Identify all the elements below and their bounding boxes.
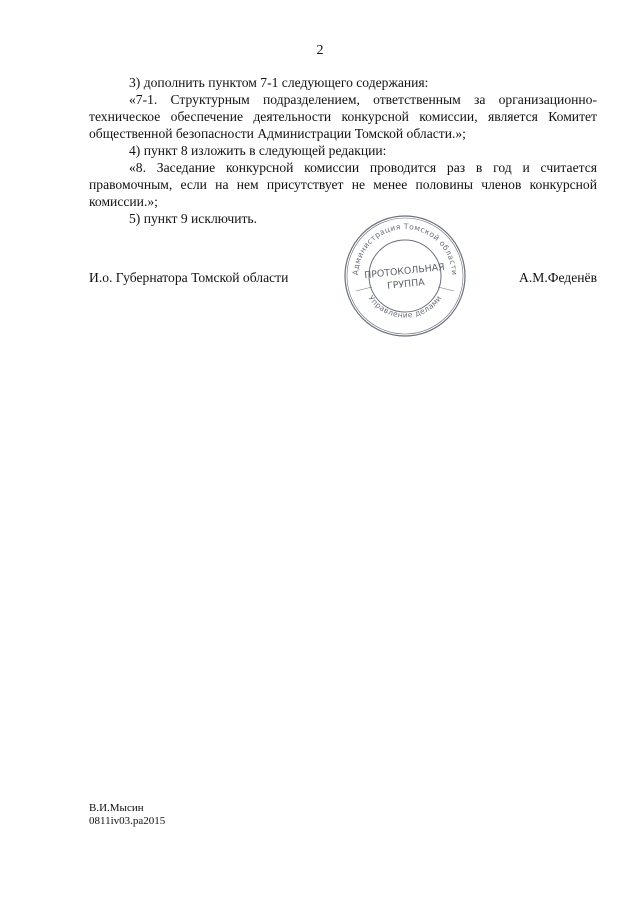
paragraph-item-3: 3) дополнить пунктом 7-1 следующего содержания: — [129, 75, 429, 90]
document-body — [89, 74, 597, 227]
paragraph-item-5: 5) пункт 9 исключить. — [129, 211, 258, 226]
stamp-center-line-1: ПРОТОКОЛЬНАЯ — [363, 261, 446, 282]
stamp-outer-text-bottom: Управление делами — [366, 293, 444, 320]
paragraph-point-8: «8. Заседание конкурсной комиссии проводится раз в год и считается правомочным, если на нем присутствует не менее половины членов конкурсной комиссии.»; — [89, 160, 597, 209]
official-stamp-icon — [342, 213, 468, 339]
stamp-center-line-2: ГРУППА — [386, 277, 426, 292]
signatory-name: А.М.Феденёв — [519, 270, 597, 285]
footer-author: В.И.Мысин — [89, 802, 144, 814]
signatory-position: И.о. Губернатора Томской области — [89, 270, 289, 285]
page-number: 2 — [316, 43, 324, 58]
paragraph-item-4: 4) пункт 8 изложить в следующей редакции: — [129, 143, 387, 158]
footer-doc-code: 0811iv03.pa2015 — [89, 815, 166, 827]
paragraph-point-7-1: «7-1. Структурным подразделением, ответственным за организационно-техническое обеспечение деятельности конкурсной комиссии, является Комитет общественной безопасности Администрации Томской области.»; — [89, 92, 597, 141]
document-footer — [89, 802, 165, 828]
stamp-outer-text-top: Администрация Томской области — [350, 221, 460, 276]
